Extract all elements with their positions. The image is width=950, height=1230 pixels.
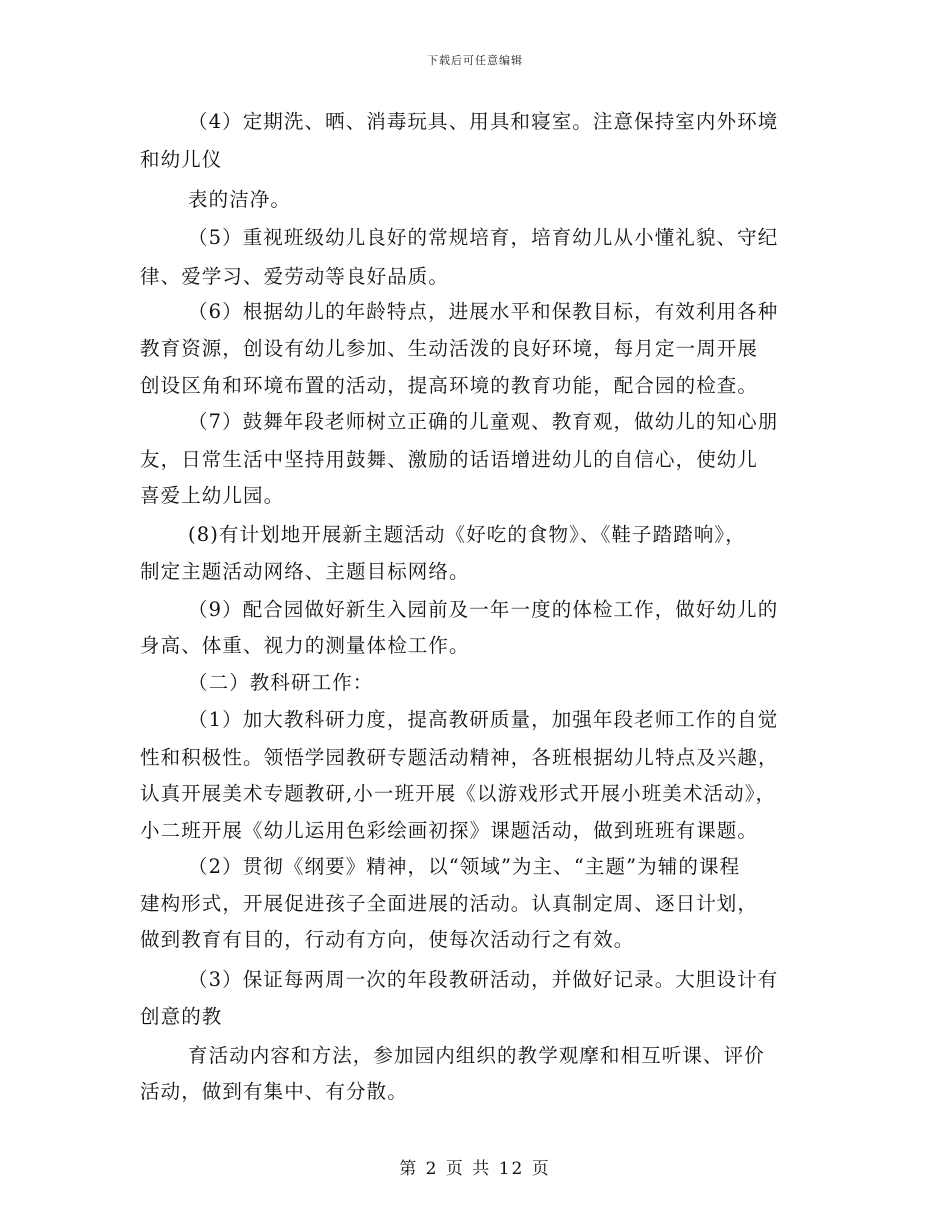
page-header: 下载后可任意编辑	[427, 54, 523, 67]
text-line: 创意的教	[140, 1005, 223, 1028]
text-line: （1）加大教科研力度，提高教研质量，加强年段老师工作的自觉	[188, 708, 779, 731]
text-line: （4）定期洗、晒、消毒玩具、用具和寝室。注意保持室内外环境	[188, 110, 779, 133]
text-line: 做到教育有目的，行动有方向，使每次活动行之有效。	[140, 928, 635, 951]
text-line: （7）鼓舞年段老师树立正确的儿童观、教育观，做幼儿的知心朋	[188, 410, 779, 433]
text-line: 认真开展美术专题教研,小一班开展《以游戏形式开展小班美术活动》，	[140, 782, 777, 805]
text-line: （3）保证每两周一次的年段教研活动，并做好记录。大胆设计有	[188, 968, 779, 991]
section-heading: （二）教科研工作：	[188, 671, 374, 694]
text-line: 友，日常生活中坚持用鼓舞、激励的话语增进幼儿的自信心，使幼儿	[140, 448, 759, 471]
text-line: 活动，做到有集中、有分散。	[140, 1080, 408, 1103]
text-line: 育活动内容和方法，参加园内组织的教学观摩和相互听课、评价	[188, 1044, 765, 1067]
text-line: 创设区角和环境布置的活动，提高环境的教育功能，配合园的检查。	[140, 374, 759, 397]
text-line: 律、爱学习、爱劳动等良好品质。	[140, 265, 450, 288]
text-line: 和幼儿仪	[140, 148, 223, 171]
text-line: 身高、体重、视力的测量体检工作。	[140, 634, 470, 657]
text-line: 喜爱上幼儿园。	[140, 484, 285, 507]
text-line: (8)有计划地开展新主题活动《好吃的食物》、《鞋子踏踏响》，	[188, 523, 746, 546]
text-line: 教育资源，创设有幼儿参加、生动活泼的良好环境，每月定一周开展	[140, 337, 759, 360]
page-number: 第 2 页 共 12 页	[399, 1159, 551, 1179]
text-line: （6）根据幼儿的年龄特点，进展水平和保教目标，有效利用各种	[188, 300, 779, 323]
text-line: （2）贯彻《纲要》精神，以“领域”为主、“主题”为辅的课程	[188, 855, 741, 878]
text-line: 性和积极性。领悟学园教研专题活动精神，各班根据幼儿特点及兴趣，	[140, 746, 779, 769]
text-line: 建构形式，开展促进孩子全面进展的活动。认真制定周、逐日计划，	[140, 892, 759, 915]
text-line: 制定主题活动网络、主题目标网络。	[140, 560, 470, 583]
text-line: （5）重视班级幼儿良好的常规培育，培育幼儿从小懂礼貌、守纪	[188, 226, 779, 249]
text-line: 表的洁净。	[188, 188, 292, 211]
text-line: 小二班开展《幼儿运用色彩绘画初探》课题活动，做到班班有课题。	[140, 819, 759, 842]
text-line: （9）配合园做好新生入园前及一年一度的体检工作，做好幼儿的	[188, 598, 779, 621]
